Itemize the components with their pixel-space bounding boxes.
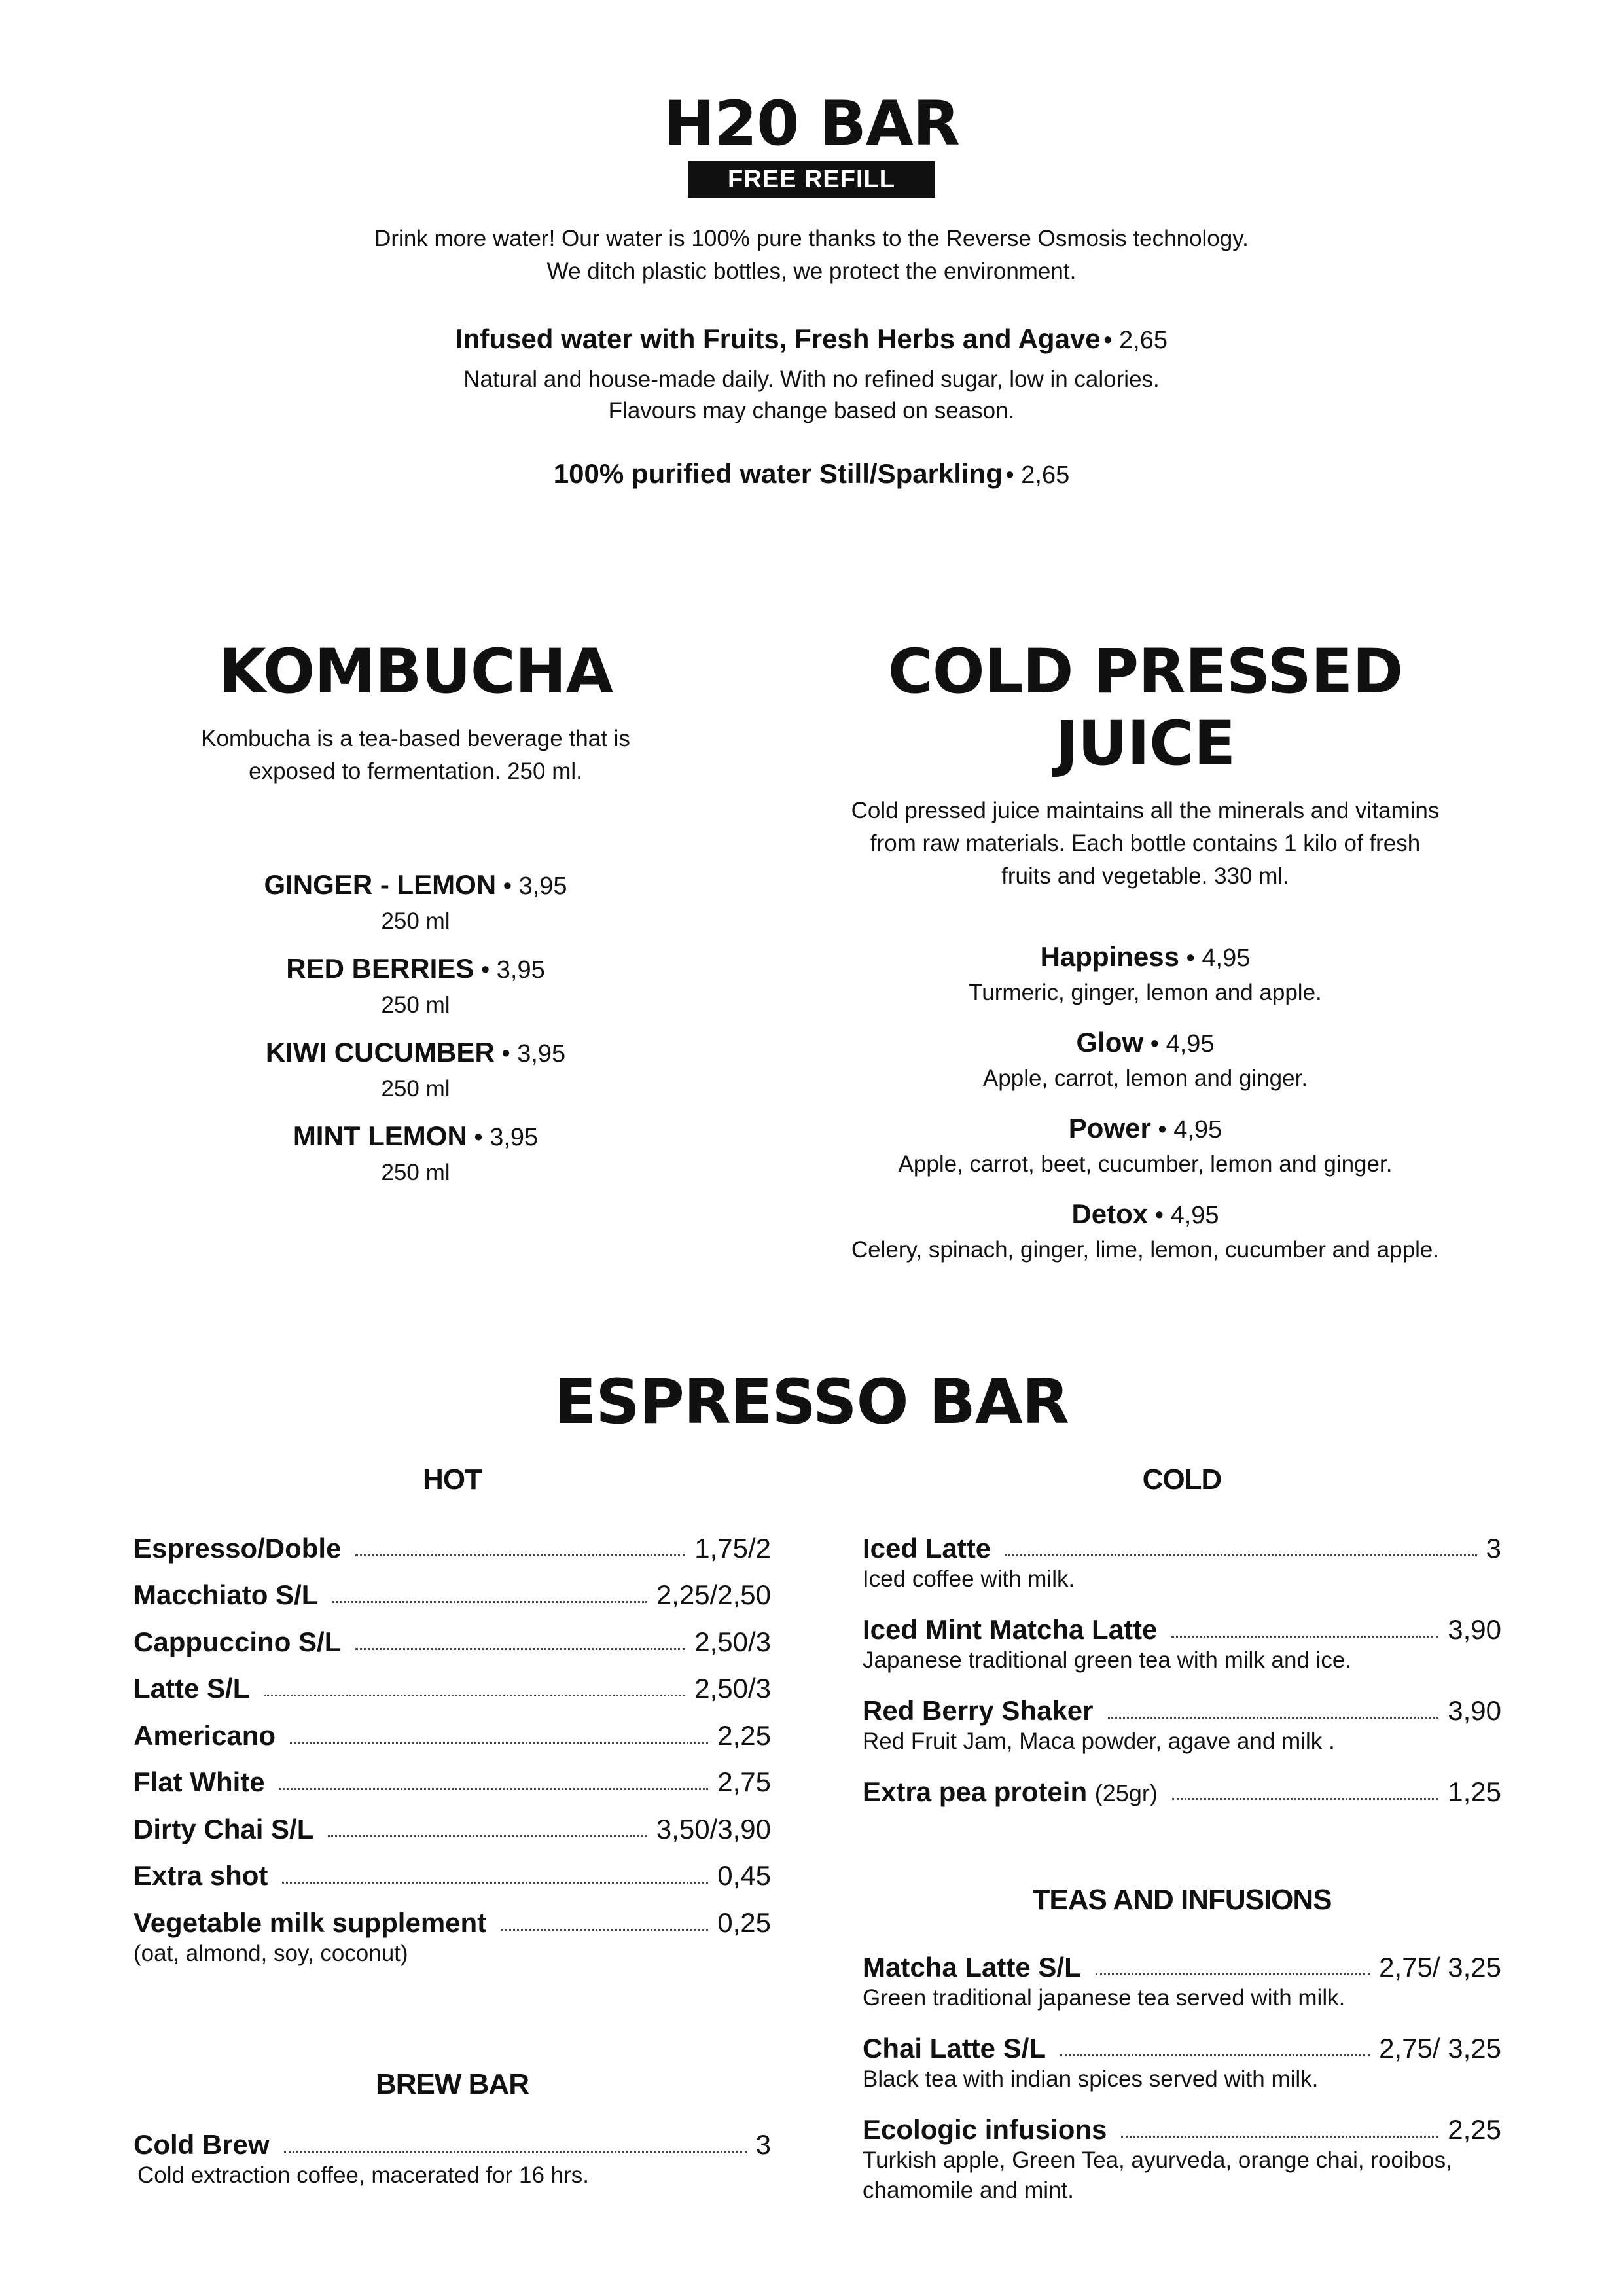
dot-leader — [1096, 1973, 1370, 1975]
menu-item: GINGER - LEMON • 3,95 250 ml — [105, 865, 726, 949]
dot-leader — [282, 1882, 708, 1884]
menu-row — [863, 1517, 1501, 1564]
dot-leader — [328, 1835, 647, 1837]
item-name-suffix: (25gr) — [1094, 1780, 1158, 1806]
item-price: 2,65 — [1021, 461, 1070, 489]
item-price: 1,25 — [1448, 1776, 1501, 1807]
dot-leader — [290, 1742, 708, 1744]
juice-list — [812, 937, 1479, 1280]
item-price: 2,25 — [717, 1719, 771, 1751]
item-price: 0,25 — [717, 1907, 771, 1938]
menu-item: Detox • 4,95 Celery, spinach, ginger, lime, lemon, cucumber and apple. — [812, 1194, 1479, 1280]
menu-row — [134, 1798, 771, 1845]
item-price: 0,45 — [717, 1860, 771, 1891]
menu-item: MINT LEMON • 3,95 250 ml — [105, 1117, 726, 1200]
item-desc: 250 ml — [381, 908, 450, 934]
item-desc: chamomile and mint. — [863, 2178, 1074, 2203]
item-name: Ecologic infusions — [863, 2114, 1107, 2145]
kombucha-intro — [105, 723, 726, 788]
dot-leader — [501, 1929, 708, 1931]
menu-row — [863, 1937, 1501, 1983]
item-name: Matcha Latte S/L — [863, 1952, 1081, 1982]
item-desc: 250 ml — [381, 992, 450, 1018]
menu-item: Infused water with Fruits, Fresh Herbs and Agave • 2,65 Natural and house-made daily. With no refined sugar, low in calories. Flavours may change based on season. — [0, 321, 1623, 427]
item-price: 4,95 — [1202, 944, 1251, 972]
item-price: 3 — [1486, 1533, 1501, 1564]
h2o-intro-line: We ditch plastic bottles, we protect the environment. — [546, 259, 1077, 284]
dot-leader — [1121, 2136, 1438, 2138]
item-price: 2,50/3 — [694, 1626, 771, 1657]
intro-line: Kombucha is a tea-based beverage that is — [201, 726, 630, 751]
item-name: KIWI CUCUMBER — [265, 1037, 495, 1067]
item-name: Flat White — [134, 1767, 265, 1797]
item-desc: Natural and house-made daily. With no refined sugar, low in calories. — [463, 367, 1160, 392]
dot-leader — [1060, 2054, 1370, 2056]
item-name: Iced Mint Matcha Latte — [863, 1614, 1158, 1645]
menu-row — [863, 1609, 1501, 1645]
hot-list — [134, 1517, 771, 1969]
intro-line: from raw materials. Each bottle contains 1 kilo of fresh — [870, 831, 1421, 856]
menu-row — [134, 1611, 771, 1658]
item-price: 3 — [755, 2129, 771, 2160]
item-name: Extra shot — [134, 1860, 268, 1891]
item-desc: Celery, spinach, ginger, lime, lemon, cucumber and apple. — [851, 1237, 1440, 1263]
juice-intro — [812, 795, 1479, 893]
menu-row — [134, 1751, 771, 1799]
teas-title: TEAS AND INFUSIONS — [1032, 1884, 1332, 1916]
item-desc: Turmeric, ginger, lemon and apple. — [969, 980, 1322, 1005]
juice-section — [812, 636, 1479, 1280]
item-name: Happiness — [1040, 941, 1179, 972]
menu-row — [863, 1690, 1501, 1727]
item-desc: 250 ml — [381, 1160, 450, 1185]
hot-title: HOT — [423, 1463, 482, 1496]
kombucha-list — [105, 865, 726, 1200]
menu-row — [134, 2124, 771, 2161]
intro-line: exposed to fermentation. 250 ml. — [249, 759, 582, 784]
dot-leader — [1171, 1636, 1438, 1638]
item-name: Latte S/L — [134, 1673, 250, 1704]
item-price: 3,90 — [1448, 1695, 1501, 1726]
dot-leader — [1005, 1554, 1477, 1556]
dot-leader — [1108, 1717, 1439, 1719]
item-desc: Apple, carrot, beet, cucumber, lemon and ginger. — [898, 1151, 1393, 1177]
menu-row — [863, 2028, 1501, 2064]
menu-row — [134, 1564, 771, 1611]
item-name: Dirty Chai S/L — [134, 1813, 314, 1844]
item-desc: Red Fruit Jam, Maca powder, agave and milk . — [863, 1729, 1335, 1754]
item-name: Macchiato S/L — [134, 1579, 319, 1610]
item-name: GINGER - LEMON — [264, 869, 497, 900]
item-price: 3,95 — [517, 1040, 566, 1067]
item-name: Red Berry Shaker — [863, 1695, 1094, 1726]
item-note: (oat, almond, soy, coconut) — [134, 1940, 408, 1966]
juice-title: COLD PRESSED JUICE — [887, 636, 1403, 780]
menu-row — [134, 1892, 771, 1939]
dot-leader — [355, 1554, 685, 1556]
dot-leader — [284, 2151, 747, 2153]
menu-item: 100% purified water Still/Sparkling • 2,65 — [553, 458, 1070, 489]
cold-title: COLD — [1142, 1463, 1222, 1496]
item-desc: 250 ml — [381, 1076, 450, 1102]
item-price: 3,95 — [496, 956, 545, 984]
item-desc: Cold extraction coffee, macerated for 16 hrs. — [137, 2162, 589, 2188]
dot-leader — [332, 1601, 647, 1603]
cold-list — [863, 1517, 1501, 1808]
menu-item: Happiness • 4,95 Turmeric, ginger, lemon and apple. — [812, 937, 1479, 1023]
item-price: 3,90 — [1448, 1614, 1501, 1645]
item-name: Cappuccino S/L — [134, 1626, 342, 1657]
item-desc: Iced coffee with milk. — [863, 1566, 1075, 1592]
menu-row — [134, 1658, 771, 1705]
menu-row — [134, 1845, 771, 1892]
item-name: MINT LEMON — [293, 1121, 467, 1151]
item-price: 2,75/ 3,25 — [1379, 1952, 1501, 1982]
h2o-title: H20 BAR — [664, 88, 959, 160]
item-name: Detox — [1071, 1198, 1149, 1229]
intro-line: fruits and vegetable. 330 ml. — [1001, 863, 1289, 889]
item-name: Vegetable milk supplement — [134, 1907, 487, 1938]
item-price: 3,50/3,90 — [656, 1813, 771, 1844]
item-price: 2,65 — [1119, 327, 1168, 354]
teas-list — [863, 1937, 1501, 2206]
item-name: 100% purified water Still/Sparkling — [553, 458, 1003, 489]
item-name: Iced Latte — [863, 1533, 991, 1564]
item-price: 4,95 — [1166, 1030, 1215, 1058]
item-price: 4,95 — [1170, 1202, 1219, 1229]
item-name: Infused water with Fruits, Fresh Herbs and Agave — [455, 323, 1101, 354]
menu-item: KIWI CUCUMBER • 3,95 250 ml — [105, 1033, 726, 1117]
intro-line: Cold pressed juice maintains all the minerals and vitamins — [851, 798, 1440, 823]
item-name: Chai Latte S/L — [863, 2033, 1046, 2064]
item-price: 3,95 — [518, 872, 567, 900]
dot-leader — [355, 1648, 685, 1650]
dot-leader — [1172, 1798, 1438, 1800]
item-name: Glow — [1076, 1027, 1144, 1058]
item-name-text: Extra pea protein — [863, 1776, 1088, 1807]
item-desc: Green traditional japanese tea served with milk. — [863, 1985, 1346, 2011]
item-name: Americano — [134, 1719, 276, 1751]
item-price: 1,75/2 — [694, 1532, 771, 1564]
h2o-section — [0, 88, 1623, 499]
item-name: Cold Brew — [134, 2129, 270, 2160]
brew-list — [134, 2124, 771, 2191]
h2o-intro-line: Drink more water! Our water is 100% pure thanks to the Reverse Osmosis technology. — [374, 226, 1249, 251]
item-price: 2,75/ 3,25 — [1379, 2033, 1501, 2064]
item-name: Espresso/Doble — [134, 1532, 342, 1564]
item-name: Power — [1068, 1113, 1151, 1143]
h2o-intro — [0, 223, 1623, 288]
item-desc: Black tea with indian spices served with milk. — [863, 2066, 1319, 2092]
item-price: 2,50/3 — [694, 1673, 771, 1704]
menu-item: RED BERRIES • 3,95 250 ml — [105, 949, 726, 1033]
brew-title: BREW BAR — [376, 2068, 529, 2100]
menu-row — [134, 1517, 771, 1564]
item-desc: Flavours may change based on season. — [608, 398, 1015, 423]
item-price: 2,75 — [717, 1767, 771, 1797]
item-desc: Apple, carrot, lemon and ginger. — [982, 1066, 1308, 1091]
item-name: RED BERRIES — [286, 953, 474, 984]
dot-leader — [264, 1695, 685, 1696]
kombucha-title: KOMBUCHA — [218, 636, 613, 708]
item-price: 3,95 — [490, 1124, 539, 1151]
kombucha-section — [105, 636, 726, 1200]
espresso-title: ESPRESSO BAR — [554, 1367, 1069, 1438]
menu-item: Power • 4,95 Apple, carrot, beet, cucumber, lemon and ginger. — [812, 1109, 1479, 1194]
item-price: 2,25/2,50 — [656, 1579, 771, 1610]
menu-row — [863, 1771, 1501, 1808]
item-price: 4,95 — [1173, 1116, 1222, 1143]
menu-item: Glow • 4,95 Apple, carrot, lemon and ginger. — [812, 1023, 1479, 1109]
dot-leader — [279, 1788, 709, 1790]
free-refill-badge: FREE REFILL — [688, 161, 935, 198]
item-name — [863, 1776, 1158, 1808]
menu-row — [134, 1704, 771, 1751]
item-desc: Japanese traditional green tea with milk and ice. — [863, 1647, 1352, 1673]
item-desc: Turkish apple, Green Tea, ayurveda, orange chai, rooibos, — [863, 2147, 1452, 2173]
item-price: 2,25 — [1448, 2114, 1501, 2145]
menu-row — [863, 2109, 1501, 2145]
